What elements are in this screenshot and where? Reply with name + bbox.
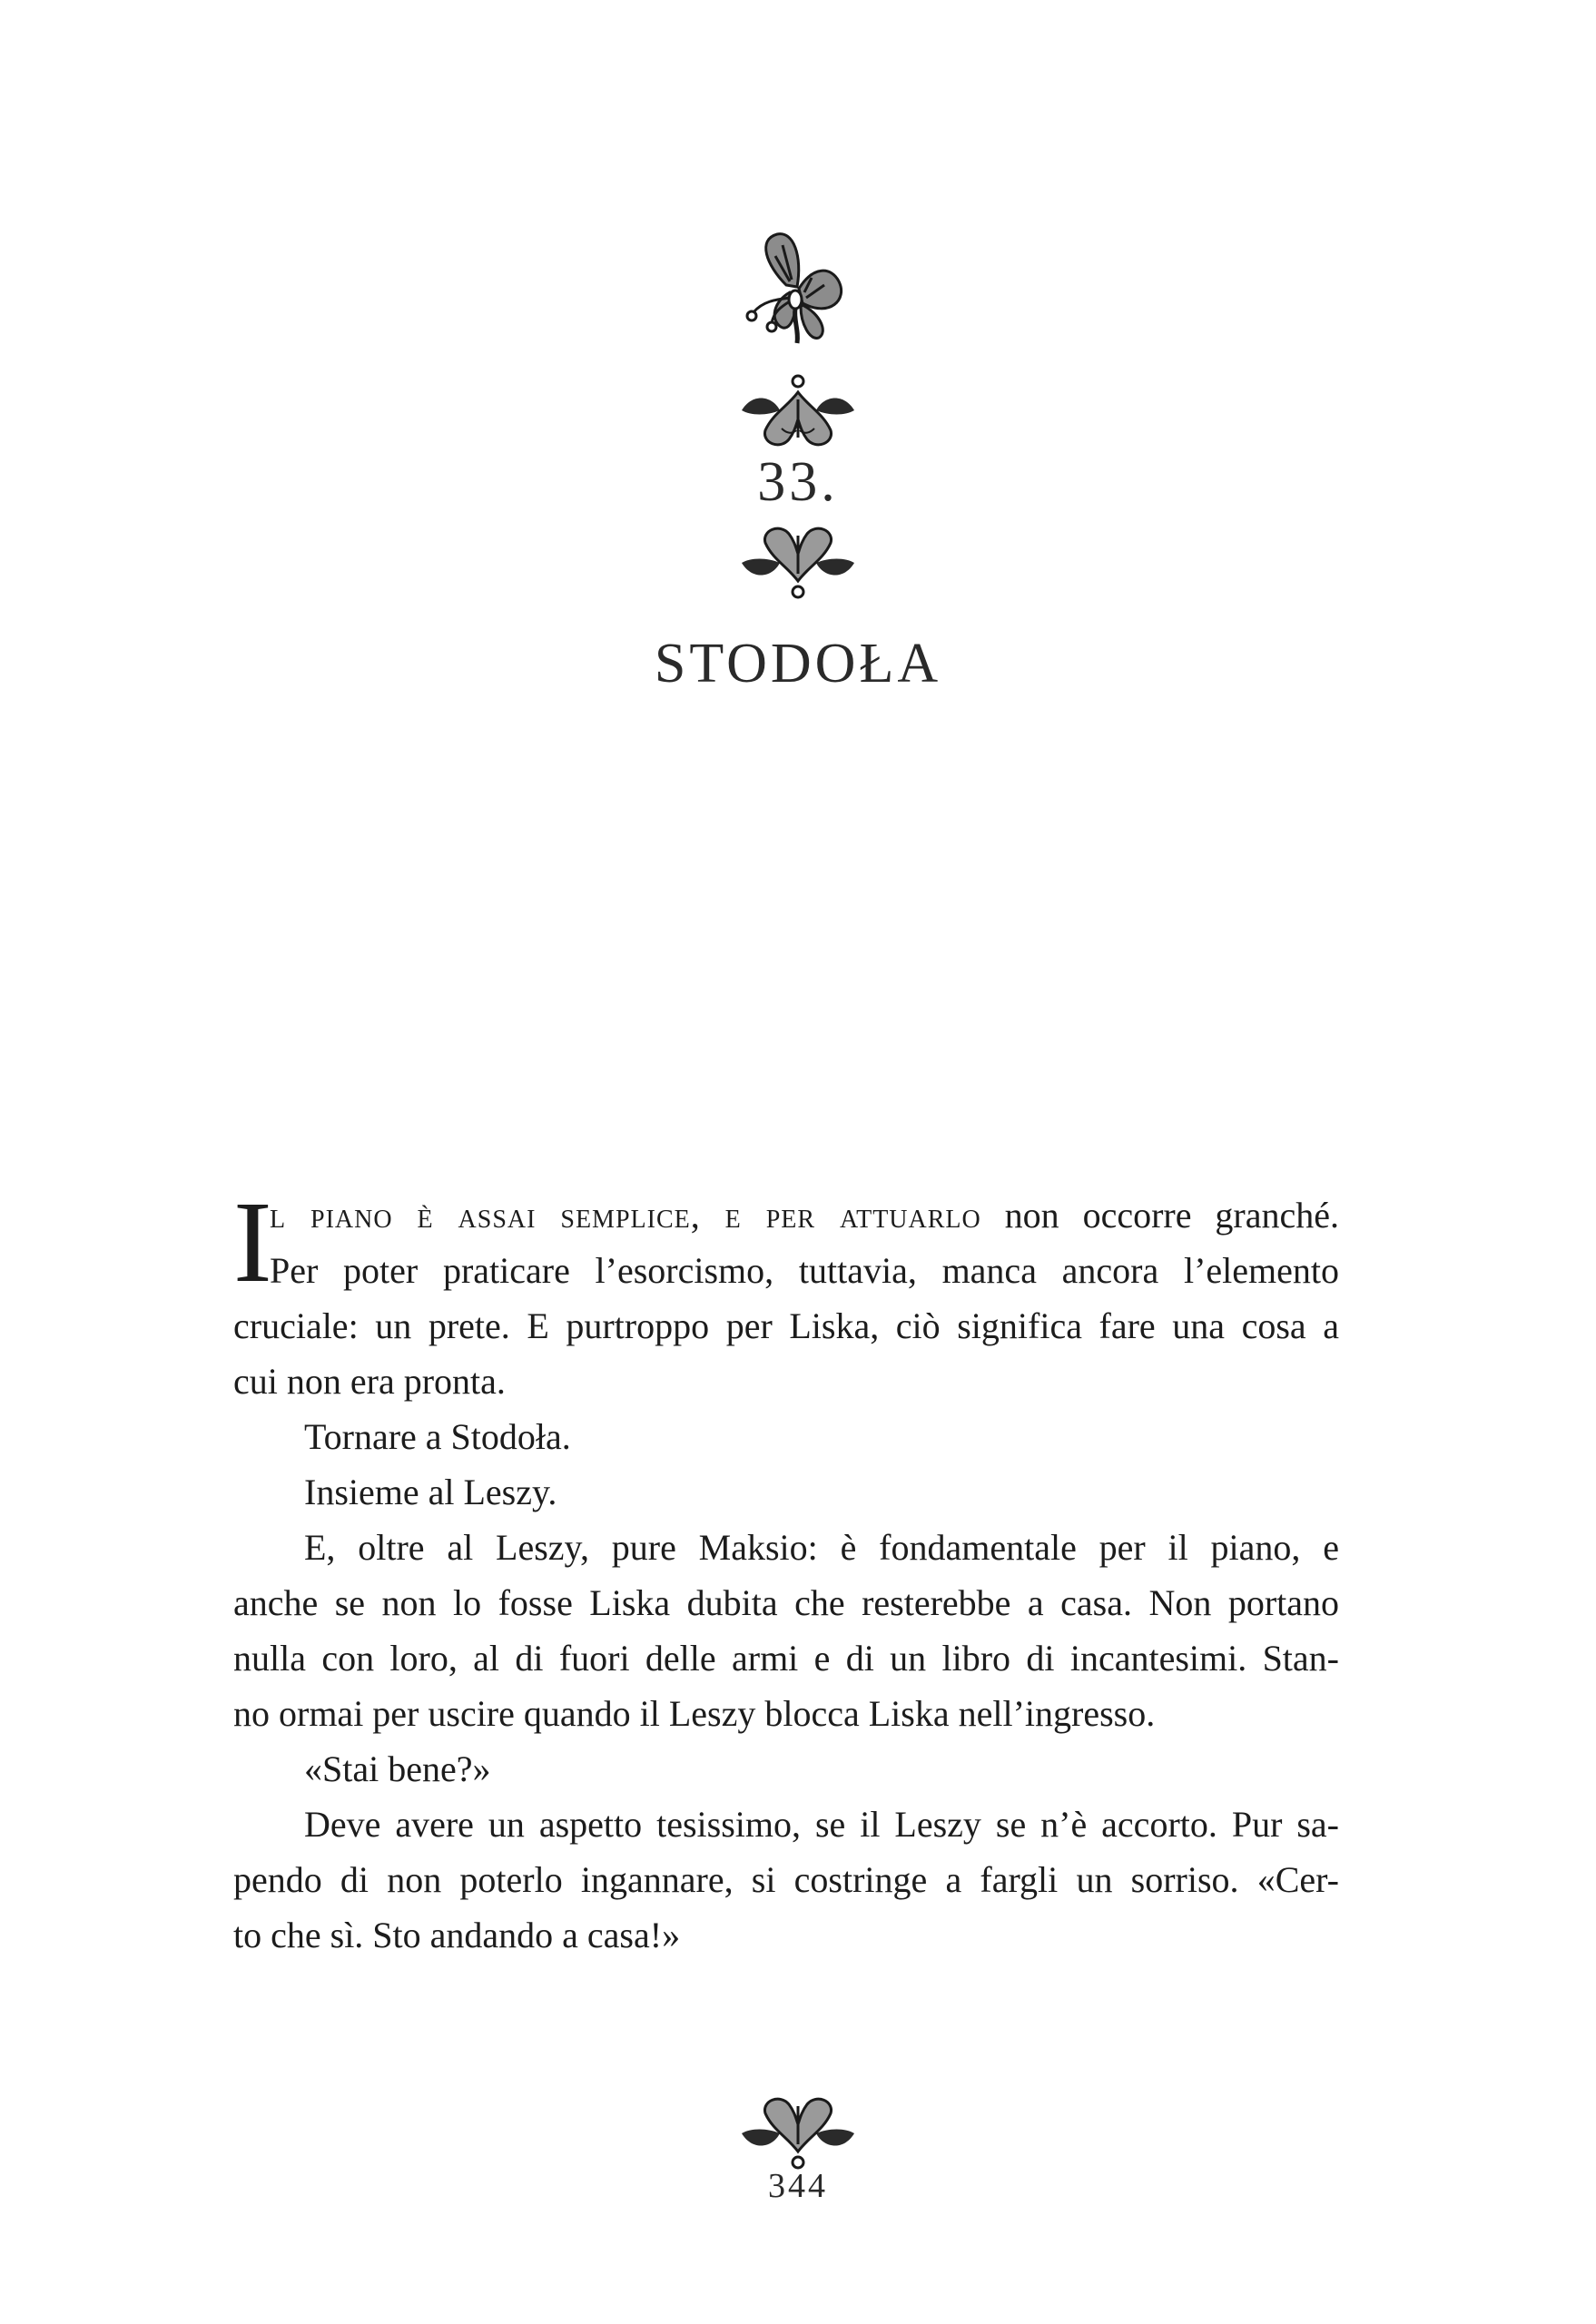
text-line: «Stai bene?» bbox=[304, 1748, 491, 1789]
chapter-number: 33. bbox=[757, 451, 839, 513]
text-line: cruciale: un prete. E purtroppo per Liska, ciò significa fare una cosa a bbox=[233, 1305, 1339, 1346]
drop-cap: I bbox=[233, 1177, 272, 1306]
text-line: Deve avere un aspetto tesissimo, se il Leszy se n’è accorto. Pur sa- bbox=[304, 1804, 1339, 1845]
text-line: Insieme al Leszy. bbox=[304, 1472, 557, 1512]
chapter-title: STODOŁA bbox=[654, 633, 942, 694]
text-line: l piano è assai semplice, e per attuarlo non occorre granché. bbox=[270, 1195, 1339, 1236]
body-text bbox=[233, 1177, 1339, 1963]
text-line: Per poter praticare l’esorcismo, tuttavia, manca ancora l’elemento bbox=[270, 1250, 1339, 1291]
floral-ornament-icon bbox=[734, 2088, 862, 2170]
text-line: anche se non lo fosse Liska dubita che resterebbe a casa. Non portano bbox=[233, 1582, 1339, 1623]
text-line: pendo di non poterlo ingannare, si costringe a fargli un sorriso. «Cer- bbox=[233, 1859, 1339, 1900]
text-line: Tornare a Stodoła. bbox=[304, 1416, 571, 1457]
text-line: no ormai per uscire quando il Leszy blocca Liska nell’ingresso. bbox=[233, 1693, 1156, 1734]
page-number: 344 bbox=[768, 2167, 828, 2205]
text-line: to che sì. Sto andando a casa!» bbox=[233, 1915, 681, 1955]
butterfly-icon bbox=[730, 229, 866, 365]
floral-ornament-icon bbox=[734, 517, 862, 599]
floral-ornament-icon bbox=[734, 374, 862, 456]
text-line: E, oltre al Leszy, pure Maksio: è fondamentale per il piano, e bbox=[304, 1527, 1339, 1568]
text-line: cui non era pronta. bbox=[233, 1361, 506, 1402]
text-line: nulla con loro, al di fuori delle armi e di un libro di incantesimi. Stan- bbox=[233, 1638, 1339, 1679]
